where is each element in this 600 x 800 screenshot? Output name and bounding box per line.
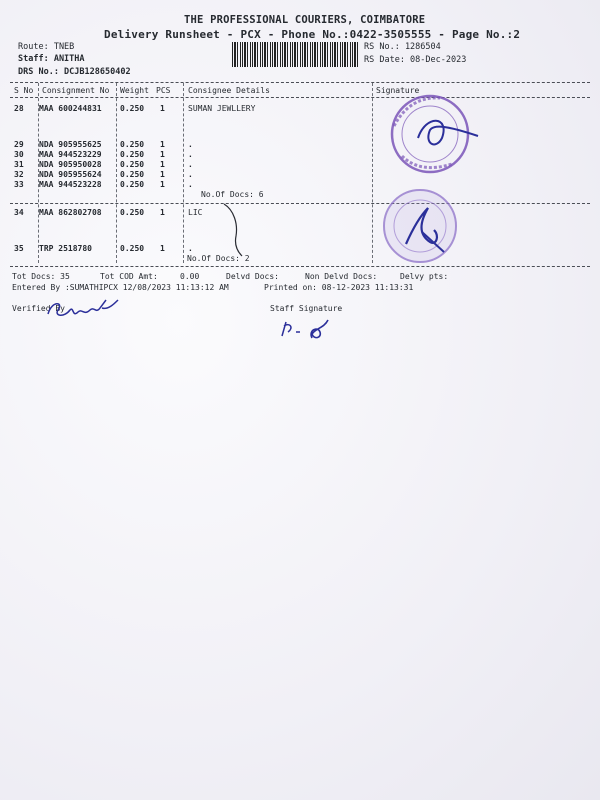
cell-consignment: MAA 862802708 xyxy=(39,208,102,217)
security-stamp-1 xyxy=(380,86,485,178)
cell-consignment: TRP 2518780 xyxy=(39,244,92,253)
rs-number: RS No.: 1286504 xyxy=(364,42,441,52)
rs-date: RS Date: 08-Dec-2023 xyxy=(364,55,467,65)
col-header-signature: Signature xyxy=(376,86,420,95)
cell-details: . xyxy=(188,160,193,169)
divider xyxy=(10,82,590,83)
cell-pcs: 1 xyxy=(160,150,165,159)
cell-details: . xyxy=(188,244,193,253)
cell-sno: 35 xyxy=(14,244,24,253)
divider xyxy=(10,203,590,204)
cell-sno: 34 xyxy=(14,208,24,217)
cell-pcs: 1 xyxy=(160,140,165,149)
total-docs: Tot Docs: 35 xyxy=(12,272,70,281)
non-delivered-docs: Non Delvd Docs: xyxy=(305,272,378,281)
cell-sno: 29 xyxy=(14,140,24,149)
cell-consignment: NDA 905950028 xyxy=(39,160,102,169)
runsheet-subtitle: Delivery Runsheet - PCX - Phone No.:0422-3505555 - Page No.:2 xyxy=(104,28,521,41)
staff-label: Staff: ANITHA xyxy=(18,54,85,64)
cell-pcs: 1 xyxy=(160,208,165,217)
cell-weight: 0.250 xyxy=(120,160,145,169)
cell-sno: 32 xyxy=(14,170,24,179)
cell-pcs: 1 xyxy=(160,160,165,169)
cell-consignment: MAA 600244831 xyxy=(39,104,102,113)
verified-by-label: Verified By xyxy=(12,304,65,313)
delivered-docs: Delvd Docs: xyxy=(226,272,279,281)
cell-weight: 0.250 xyxy=(120,104,145,113)
delivery-points: Delvy pts: xyxy=(400,272,449,281)
group-docs-count: No.Of Docs: 2 xyxy=(187,254,250,263)
cell-weight: 0.250 xyxy=(120,208,145,217)
printed-on: Printed on: 08-12-2023 11:13:31 xyxy=(264,283,414,292)
cell-pcs: 1 xyxy=(160,244,165,253)
divider xyxy=(10,97,590,98)
col-header-consignee: Consignee Details xyxy=(188,86,270,95)
cell-consignment: NDA 905955624 xyxy=(39,170,102,179)
cell-pcs: 1 xyxy=(160,170,165,179)
col-separator xyxy=(183,83,184,263)
cell-weight: 0.250 xyxy=(120,244,145,253)
col-header-weight: Weight xyxy=(120,86,149,95)
entered-by: Entered By :SUMATHIPCX 12/08/2023 11:13:12 AM xyxy=(12,283,229,292)
cell-consignment: NDA 905955625 xyxy=(39,140,102,149)
cell-sno: 33 xyxy=(14,180,24,189)
cell-details: SUMAN JEWLLERY xyxy=(188,104,256,113)
verifier-signature xyxy=(44,296,126,324)
col-header-consignment: Consignment No xyxy=(42,86,110,95)
company-title: THE PROFESSIONAL COURIERS, COIMBATORE xyxy=(184,14,426,26)
cell-weight: 0.250 xyxy=(120,150,145,159)
total-cod-value: 0.00 xyxy=(180,272,200,281)
cell-weight: 0.250 xyxy=(120,140,145,149)
cell-weight: 0.250 xyxy=(120,170,145,179)
cell-consignment: MAA 944523229 xyxy=(39,150,102,159)
cell-details: . xyxy=(188,170,193,179)
cell-details: . xyxy=(188,180,193,189)
divider xyxy=(10,266,590,267)
cell-pcs: 1 xyxy=(160,180,165,189)
staff-signature-label: Staff Signature xyxy=(270,304,343,313)
group-docs-count: No.Of Docs: 6 xyxy=(201,190,264,199)
cell-details: . xyxy=(188,150,193,159)
total-cod-label: Tot COD Amt: xyxy=(100,272,158,281)
cell-sno: 31 xyxy=(14,160,24,169)
barcode xyxy=(232,42,360,67)
security-stamp-2 xyxy=(370,186,470,268)
route-label: Route: TNEB xyxy=(18,42,75,52)
col-separator xyxy=(116,83,117,263)
cell-details: LIC xyxy=(188,208,203,217)
col-header-sno: S No xyxy=(14,86,34,95)
pen-mark xyxy=(220,200,250,260)
col-header-pcs: PCS xyxy=(156,86,171,95)
drs-number: DRS No.: DCJB128650402 xyxy=(18,67,131,77)
cell-pcs: 1 xyxy=(160,104,165,113)
staff-signature xyxy=(278,316,336,342)
cell-weight: 0.250 xyxy=(120,180,145,189)
cell-details: . xyxy=(188,140,193,149)
cell-sno: 28 xyxy=(14,104,24,113)
cell-sno: 30 xyxy=(14,150,24,159)
cell-consignment: MAA 944523228 xyxy=(39,180,102,189)
